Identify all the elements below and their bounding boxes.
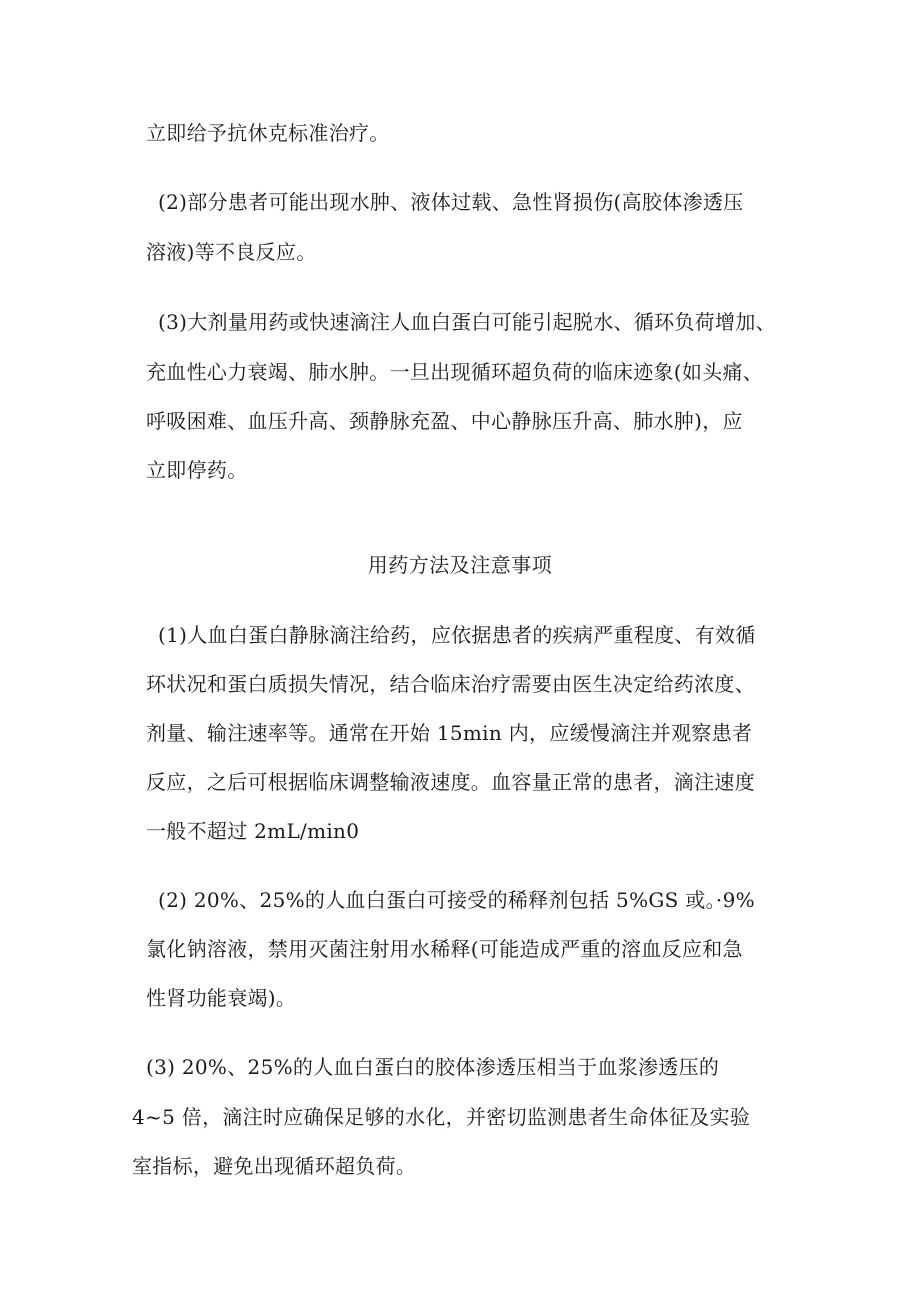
section-heading: 用药方法及注意事项 (367, 553, 553, 577)
text-line: 溶液)等不良反应。 (146, 240, 317, 264)
text-line: 反应，之后可根据临床调整输液速度。血容量正常的患者，滴注速度 (146, 770, 755, 794)
text-line: 剂量、输注速率等。通常在开始 15min 内，应缓慢滴注并观察患者 (146, 721, 753, 745)
text-line: 一般不超过 2mL/min0 (146, 819, 360, 843)
text-line: (2)部分患者可能出现水肿、液体过载、急性肾损伤(高胶体渗透压 (158, 190, 744, 214)
text-line: 充血性心力衰竭、肺水肿。一旦出现循环超负荷的临床迹象(如头痛、 (146, 360, 764, 384)
text-line: 立即停药。 (146, 458, 248, 482)
text-line: 立即给予抗休克标准治疗。 (146, 121, 390, 145)
text-line: 4~5 倍，滴注时应确保足够的水化，并密切监测患者生命体征及实验 (132, 1105, 751, 1129)
text-line: (3)大剂量用药或快速滴注人血白蛋白可能引起脱水、循环负荷增加、 (158, 310, 776, 334)
text-line: (2) 20%、25%的人血白蛋白可接受的稀释剂包括 5%GS 或。·9% (158, 888, 755, 912)
text-line: 环状况和蛋白质损失情况，结合临床治疗需要由医生决定给药浓度、 (146, 672, 755, 696)
text-line: (3) 20%、25%的人血白蛋白的胶体渗透压相当于血浆渗透压的 (146, 1055, 720, 1079)
text-line: 呼吸困难、血压升高、颈静脉充盈、中心静脉压升高、肺水肿)，应 (146, 409, 743, 433)
text-line: 室指标，避免出现循环超负荷。 (132, 1154, 417, 1178)
text-line: 性肾功能衰竭)。 (146, 986, 297, 1010)
text-line: (1)人血白蛋白静脉滴注给药，应依据患者的疾病严重程度、有效循 (158, 623, 756, 647)
text-line: 氯化钠溶液，禁用灭菌注射用水稀释(可能造成严重的溶血反应和急 (146, 937, 743, 961)
